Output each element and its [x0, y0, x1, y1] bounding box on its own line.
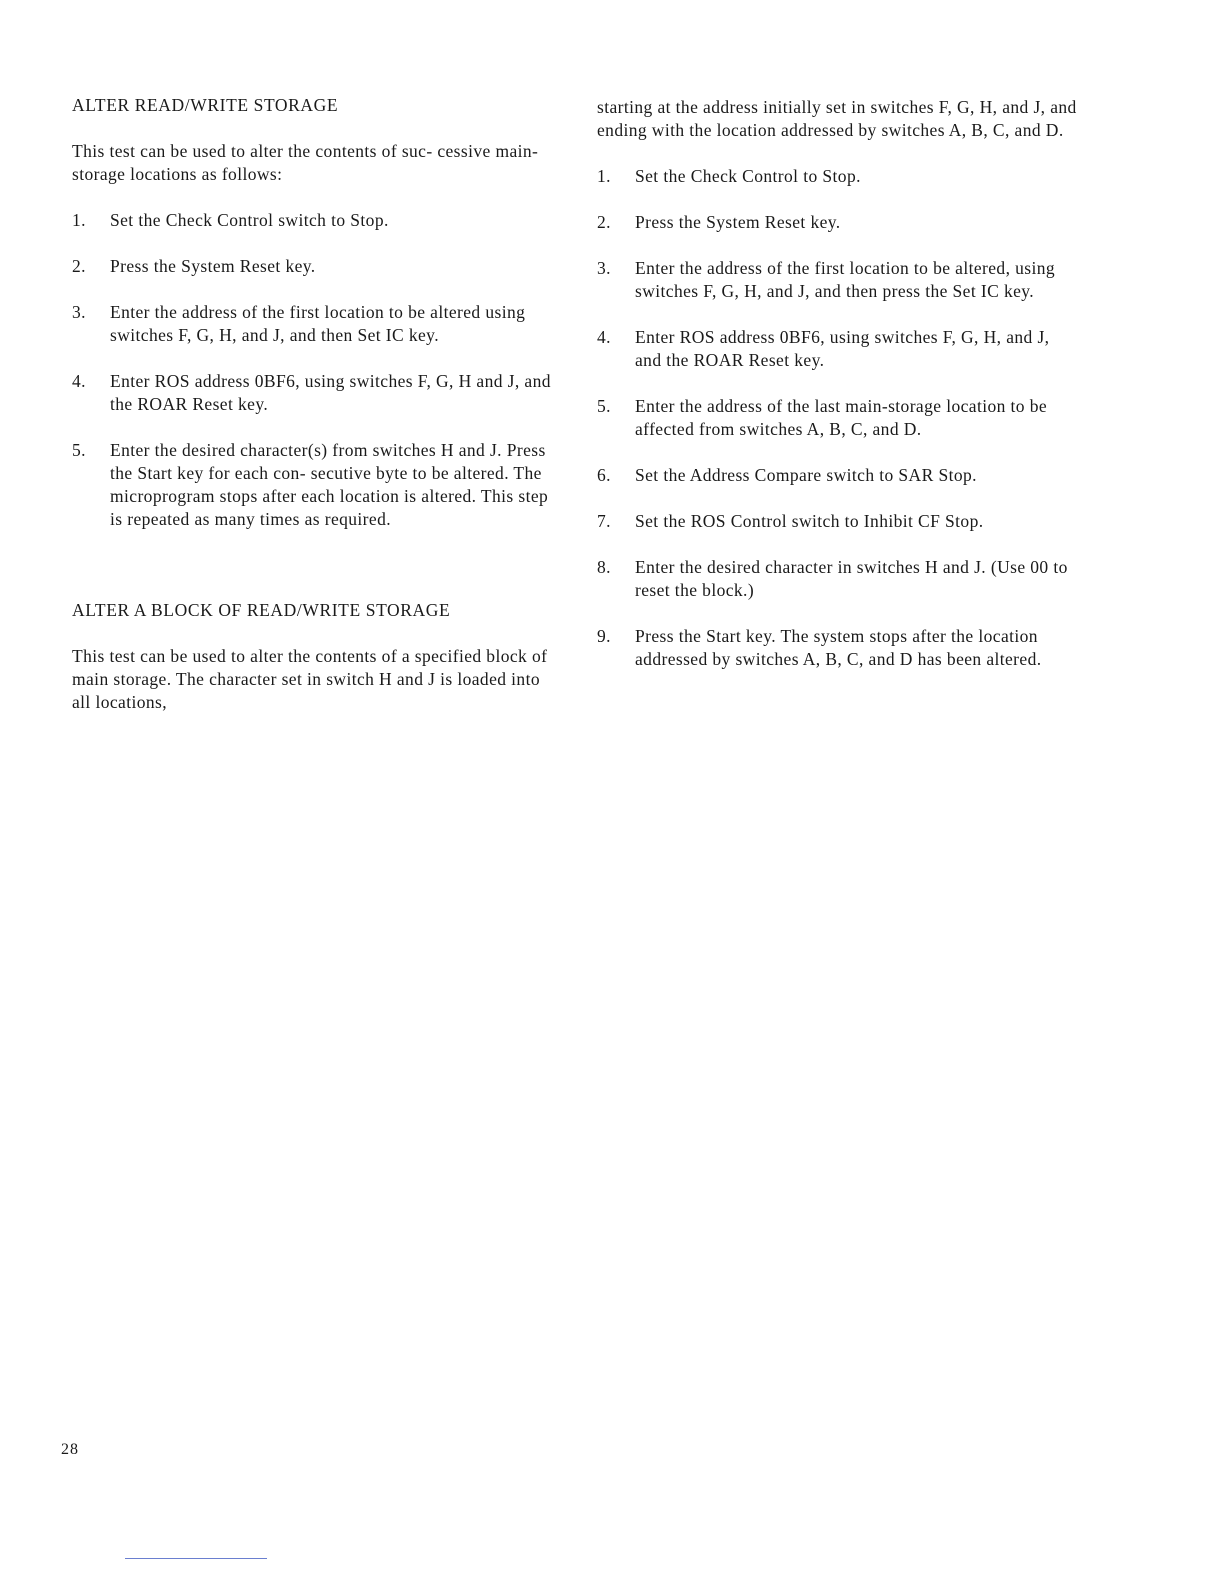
step-text: Enter ROS address 0BF6, using switches F, G, H and J, and the ROAR Reset key. [110, 371, 551, 414]
step-number: 2. [72, 256, 86, 276]
step-number: 6. [597, 465, 611, 485]
step-text: Enter the address of the first location to be altered, using switches F, G, H, and J, and then press the Set IC key. [635, 258, 1056, 301]
step-text: Press the System Reset key. [110, 256, 316, 276]
step-number: 4. [597, 327, 611, 347]
step-text: Set the Address Compare switch to SAR Stop. [635, 465, 977, 485]
step-item [597, 395, 1077, 441]
step-item [597, 625, 1077, 671]
step-item [597, 165, 1077, 188]
step-text: Enter the desired character(s) from switches H and J. Press the Start key for each con- secutive byte to be altered. The microprogram stops after each location is altered. This step is repeated as many times as required. [110, 440, 549, 529]
continuation-paragraph: starting at the address initially set in switches F, G, H, and J, and ending with the location addressed by switches A, B, C, and D. [597, 97, 1077, 140]
step-item [597, 464, 1077, 487]
step-text: Enter the address of the first location to be altered using switches F, G, H, and J, and then Set IC key. [110, 302, 526, 345]
step-item [72, 255, 552, 278]
step-number: 5. [72, 440, 86, 460]
step-item [72, 209, 552, 232]
step-item [597, 326, 1077, 372]
step-number: 5. [597, 396, 611, 416]
step-text: Press the Start key. The system stops after the location addressed by switches A, B, C, and D has been altered. [635, 626, 1042, 669]
block-intro-paragraph: This test can be used to alter the contents of a specified block of main storage. The character set in switch H and J is loaded into all locations, [72, 646, 548, 712]
step-item [597, 211, 1077, 234]
step-item [597, 510, 1077, 533]
step-text: Set the Check Control switch to Stop. [110, 210, 389, 230]
step-number: 8. [597, 557, 611, 577]
step-number: 9. [597, 626, 611, 646]
alter-block-steps [597, 165, 1077, 671]
step-number: 3. [72, 302, 86, 322]
step-number: 3. [597, 258, 611, 278]
step-text: Set the Check Control to Stop. [635, 166, 861, 186]
step-item [72, 439, 552, 531]
alter-storage-steps [72, 209, 552, 531]
step-item [597, 257, 1077, 303]
step-item [72, 370, 552, 416]
step-item [597, 556, 1077, 602]
step-text: Set the ROS Control switch to Inhibit CF Stop. [635, 511, 984, 531]
step-item [72, 301, 552, 347]
step-number: 2. [597, 212, 611, 232]
intro-paragraph: This test can be used to alter the contents of suc- cessive main-storage locations as follows: [72, 141, 539, 184]
step-number: 7. [597, 511, 611, 531]
step-text: Enter ROS address 0BF6, using switches F, G, H, and J, and the ROAR Reset key. [635, 327, 1050, 370]
step-number: 4. [72, 371, 86, 391]
left-column [72, 94, 552, 714]
step-text: Press the System Reset key. [635, 212, 841, 232]
step-text: Enter the desired character in switches H and J. (Use 00 to reset the block.) [635, 557, 1068, 600]
right-column [597, 94, 1077, 671]
bottom-rule-divider [125, 1558, 267, 1559]
section-heading-alter-storage: ALTER READ/WRITE STORAGE [72, 95, 339, 115]
section-heading-alter-block: ALTER A BLOCK OF READ/WRITE STORAGE [72, 600, 451, 620]
page-number: 28 [61, 1441, 79, 1458]
step-number: 1. [72, 210, 86, 230]
step-text: Enter the address of the last main-storage location to be affected from switches A, B, C, and D. [635, 396, 1048, 439]
step-number: 1. [597, 166, 611, 186]
